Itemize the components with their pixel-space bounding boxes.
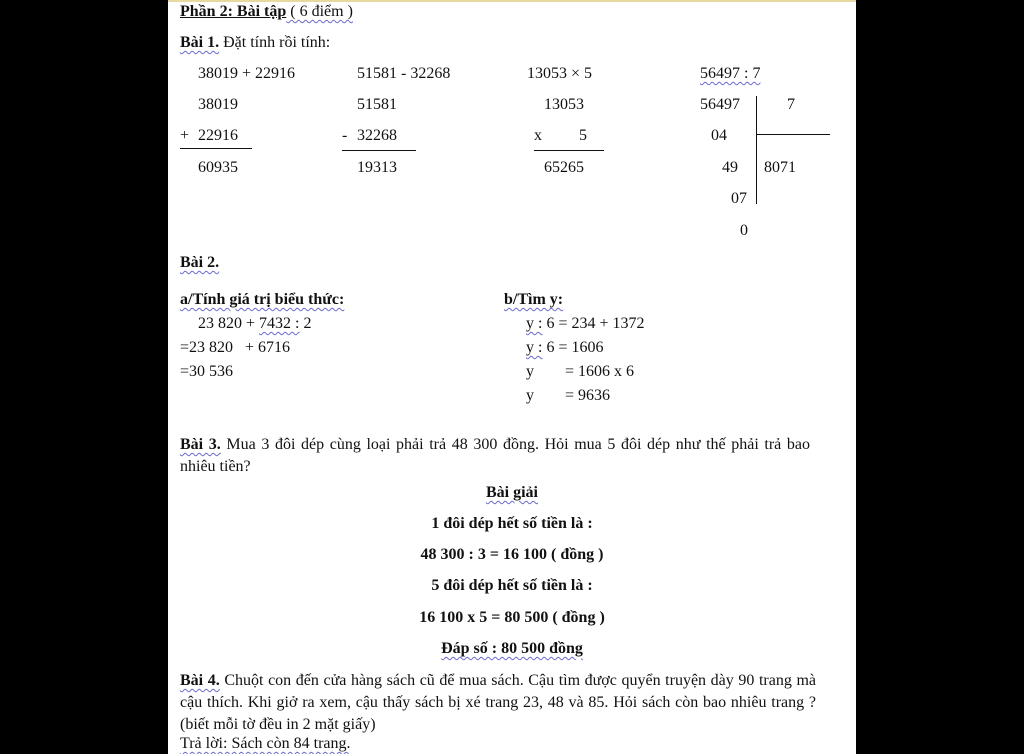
mul-result: 65265: [544, 159, 584, 176]
mul-sign: x: [534, 127, 542, 144]
bai4-question-text: Chuột con đến cửa hàng sách cũ để mua sách. Cậu tìm được quyển truyện dày 90 trang mà cậu thích. Khi giở ra xem, cậu thấy sách bị xé trang 23, 48 và 85. Hỏi sách còn bao nhiêu trang ? (biết mỗi tờ đều in 2 mặt giấy): [180, 672, 817, 733]
sub-operand-b: 32268: [357, 127, 397, 144]
bai3-question: [180, 434, 810, 478]
div-divisor: 7: [787, 96, 795, 113]
bai2a-line-1-pre: 23 820 +: [198, 315, 260, 332]
bai2a-line-2: =23 820 + 6716: [180, 339, 291, 356]
bai2b-title-text: b/Tìm y:: [504, 291, 564, 308]
bai2b-line-3-rhs: = 1606 x 6: [565, 363, 635, 380]
bai3-step-1: 1 đôi dép hết số tiền là :: [431, 515, 593, 532]
bai2b-line-4-var: y: [526, 387, 534, 404]
bai2-label: Bài 2.: [180, 254, 220, 271]
div-quotient: 8071: [764, 159, 796, 176]
div-remainder: 0: [740, 222, 748, 239]
bai2a-title-text: a/Tính giá trị biểu thức:: [180, 291, 345, 308]
bai2b-line-4-rhs: = 9636: [565, 387, 611, 404]
bai1-label: Bài 1.: [180, 34, 220, 51]
bai3-solution-title: Bài giải: [485, 484, 538, 501]
bai2a-line-1-sq: 7432 :: [259, 315, 300, 332]
sub-result-line: [342, 150, 416, 151]
bai1-heading: [180, 33, 330, 53]
bai2a-line-1: [198, 314, 311, 334]
bai3-question-text: Mua 3 đôi dép cùng loại phải trả 48 300 đồng. Hỏi mua 5 đôi dép như thế phải trả bao nhiêu tiền?: [180, 436, 810, 475]
bai2b-line-1-post: 6 = 234 + 1372: [542, 315, 645, 332]
bai2b-line-2-sq: y :: [526, 339, 543, 356]
add-operand-a: 38019: [198, 96, 238, 113]
bai3-step-2: 5 đôi dép hết số tiền là :: [431, 577, 593, 594]
add-result-line: [180, 148, 252, 149]
sub-expression: 51581 - 32268: [357, 65, 451, 82]
bai2b-line-3-var: y: [526, 363, 534, 380]
bai2b-line-1: [526, 314, 645, 334]
mul-result-line: [534, 150, 604, 151]
bai3-calc-2: 16 100 x 5 = 80 500 ( đồng ): [419, 609, 605, 626]
bai3-calc-1: 48 300 : 3 = 16 100 ( đồng ): [420, 546, 604, 563]
mul-operand-a: 13053: [544, 96, 584, 113]
bai4-question: [180, 670, 816, 736]
sub-operand-a: 51581: [357, 96, 397, 113]
bai2a-line-3: =30 536: [180, 363, 234, 380]
document-page: [168, 0, 856, 754]
div-vertical-line: [756, 96, 757, 204]
div-expression: 56497 : 7: [700, 65, 761, 82]
sub-sign: -: [342, 127, 348, 144]
div-step-3: 07: [731, 190, 747, 207]
bai2a-title: [180, 290, 344, 310]
div-dividend: 56497: [700, 96, 740, 113]
bai1-instruction: Đặt tính rồi tính:: [219, 34, 331, 51]
part-heading: [180, 2, 353, 22]
bai3-label: Bài 3.: [180, 436, 221, 453]
part-label: Phần 2: Bài tập: [180, 3, 287, 20]
div-step-1: 04: [711, 127, 727, 144]
sub-result: 19313: [357, 159, 397, 176]
bai3-answer: Đáp số : 80 500 đồng: [441, 640, 583, 657]
add-sign: +: [180, 127, 190, 144]
bai2b-line-2: [526, 338, 603, 358]
bai2b-line-2-post: 6 = 1606: [542, 339, 604, 356]
mul-expression: 13053 × 5: [527, 65, 593, 82]
add-expression: 38019 + 22916: [198, 65, 296, 82]
bai2b-line-1-sq: y :: [526, 315, 543, 332]
bai4-label: Bài 4.: [180, 672, 220, 689]
add-operand-b: 22916: [198, 127, 238, 144]
bai2a-line-1-post: 2: [299, 315, 312, 332]
div-horizontal-line: [756, 134, 830, 135]
bai4-answer: Trả lời: Sách còn 84 trang.: [180, 735, 351, 752]
div-step-2: 49: [722, 159, 738, 176]
part-points: ( 6 điểm ): [286, 3, 353, 20]
mul-operand-b: 5: [579, 127, 587, 144]
add-result: 60935: [198, 159, 238, 176]
bai2b-title: [504, 290, 563, 310]
